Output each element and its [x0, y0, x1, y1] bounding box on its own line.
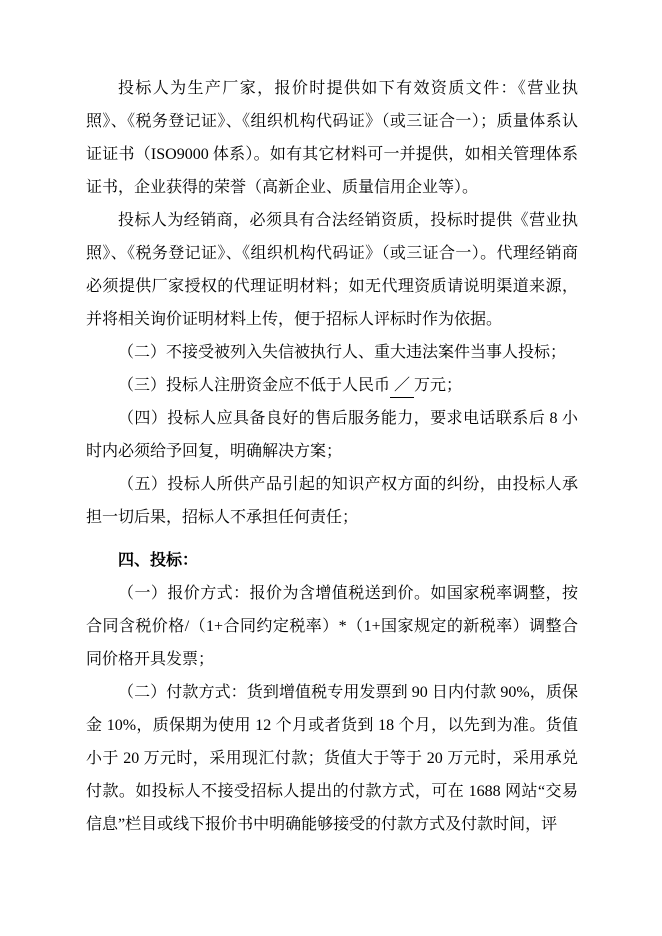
clause-3-suffix-text: 万元； [414, 377, 463, 394]
section-heading-bidding: 四、投标： [118, 552, 199, 569]
paragraph-clause-5-ip-disputes: （五）投标人所供产品引起的知识产权方面的纠纷，由投标人承担一切后果，招标人不承担任何责任； [86, 476, 578, 526]
paragraph-clause-4-after-sales: （四）投标人应具备良好的售后服务能力，要求电话联系后 8 小时内必须给予回复，明确解决方案； [86, 410, 578, 460]
paragraph-clause-3-registered-capital [86, 369, 578, 402]
paragraph-payment-method: （二）付款方式：货到增值税专用发票到 90 日内付款 90%，质保金 10%，质保期为使用 12 个月或者货到 18 个月，以先到为准。货值小于 20 万元时，采用现汇付款；货值大于等于 20 万元时，采用承兑付款。如投标人不接受招标人提出的付款方式，可在 1688 网站“交易信息”栏目或线下报价书中明确能够接受的付款方式及付款时间，评 [86, 684, 578, 833]
paragraph-quotation-method: （一）报价方式：报价为含增值税送到价。如国家税率调整，按合同含税价格/（1+合同约定税率）*（1+国家规定的新税率）调整合同价格开具发票； [86, 585, 578, 668]
fill-in-blank-underline: ／ [390, 375, 414, 398]
paragraph-distributor-qualification: 投标人为经销商，必须具有合法经销资质，投标时提供《营业执照》、《税务登记证》、《组织机构代码证》（或三证合一）。代理经销商必须提供厂家授权的代理证明材料；如无代理资质请说明渠道来源，并将相关询价证明材料上传，便于招标人评标时作为依据。 [86, 212, 578, 328]
clause-3-prefix-text: （三）投标人注册资金应不低于人民币 [118, 377, 391, 394]
paragraph-clause-2-dishonest-exclusion: （二）不接受被列入失信被执行人、重大违法案件当事人投标； [118, 344, 567, 361]
paragraph-manufacturer-qualification: 投标人为生产厂家，报价时提供如下有效资质文件：《营业执照》、《税务登记证》、《组织机构代码证》（或三证合一）；质量体系认证证书（ISO9000 体系）。如有其它材料可一并提供，如相关管理体系证书，企业获得的荣誉（高新企业、质量信用企业等）。 [86, 80, 578, 196]
